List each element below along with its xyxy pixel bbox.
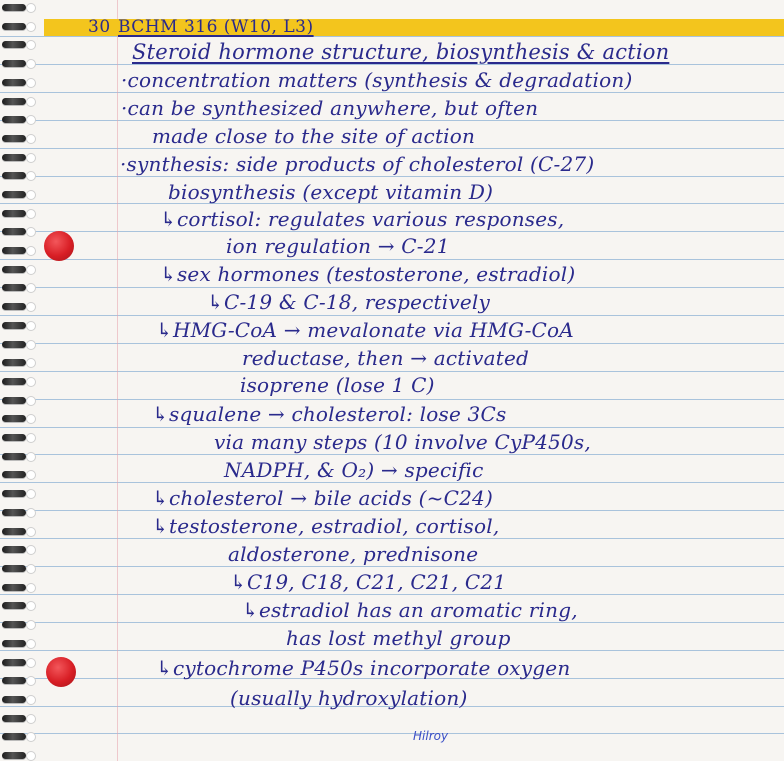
spiral-hole	[26, 489, 36, 499]
spiral-coil	[2, 602, 26, 609]
course-code: BCHM 316 (W10, L3)	[118, 17, 314, 37]
spiral-hole	[26, 190, 36, 200]
spiral-hole	[26, 620, 36, 630]
binder-hole-dot	[44, 231, 74, 261]
spiral-hole	[26, 639, 36, 649]
note-line: ↳estradiol has an aromatic ring,	[242, 598, 578, 622]
spiral-coil	[2, 303, 26, 310]
spiral-coil	[2, 210, 26, 217]
page-title: Steroid hormone structure, biosynthesis & action	[132, 40, 670, 64]
spiral-coil	[2, 60, 26, 67]
note-line: ↳HMG-CoA → mevalonate via HMG-CoA	[156, 318, 574, 342]
spiral-coil	[2, 621, 26, 628]
spiral-coil	[2, 546, 26, 553]
spiral-coil	[2, 341, 26, 348]
spiral-hole	[26, 321, 36, 331]
spiral-hole	[26, 265, 36, 275]
spiral-hole	[26, 601, 36, 611]
spiral-coil	[2, 565, 26, 572]
spiral-coil	[2, 453, 26, 460]
spiral-hole	[26, 545, 36, 555]
spiral-hole	[26, 452, 36, 462]
spiral-coil	[2, 359, 26, 366]
note-line: aldosterone, prednisone	[228, 542, 479, 566]
spiral-coil	[2, 116, 26, 123]
note-line: biosynthesis (except vitamin D)	[168, 180, 494, 204]
spiral-hole	[26, 658, 36, 668]
note-line: ·can be synthesized anywhere, but often	[121, 96, 539, 120]
spiral-coil	[2, 135, 26, 142]
spiral-hole	[26, 134, 36, 144]
note-line: NADPH, & O₂) → specific	[224, 458, 484, 482]
note-line: (usually hydroxylation)	[230, 686, 468, 710]
spiral-coil	[2, 154, 26, 161]
spiral-hole	[26, 283, 36, 293]
spiral-coil	[2, 584, 26, 591]
note-line: ↳testosterone, estradiol, cortisol,	[152, 514, 500, 538]
spiral-coil	[2, 4, 26, 11]
spiral-binding	[0, 0, 36, 761]
spiral-coil	[2, 659, 26, 666]
spiral-hole	[26, 508, 36, 518]
note-line: isoprene (lose 1 C)	[240, 373, 435, 397]
spiral-hole	[26, 564, 36, 574]
spiral-coil	[2, 509, 26, 516]
spiral-coil	[2, 715, 26, 722]
spiral-hole	[26, 246, 36, 256]
spiral-hole	[26, 433, 36, 443]
spiral-coil	[2, 640, 26, 647]
spiral-hole	[26, 171, 36, 181]
note-line: ·synthesis: side products of cholesterol (C-27)	[120, 152, 595, 176]
note-line: ↳C-19 & C-18, respectively	[207, 290, 490, 314]
spiral-coil	[2, 528, 26, 535]
spiral-hole	[26, 209, 36, 219]
spiral-hole	[26, 22, 36, 32]
spiral-coil	[2, 415, 26, 422]
spiral-hole	[26, 153, 36, 163]
spiral-hole	[26, 695, 36, 705]
note-line: has lost methyl group	[286, 626, 511, 650]
note-line: via many steps (10 involve CyP450s,	[214, 430, 591, 454]
spiral-hole	[26, 340, 36, 350]
spiral-hole	[26, 676, 36, 686]
spiral-hole	[26, 3, 36, 13]
spiral-coil	[2, 284, 26, 291]
spiral-coil	[2, 247, 26, 254]
note-line: ↳cytochrome P450s incorporate oxygen	[156, 656, 571, 680]
spiral-coil	[2, 752, 26, 759]
spiral-hole	[26, 115, 36, 125]
spiral-hole	[26, 527, 36, 537]
spiral-hole	[26, 732, 36, 742]
spiral-hole	[26, 396, 36, 406]
spiral-coil	[2, 434, 26, 441]
spiral-coil	[2, 490, 26, 497]
spiral-coil	[2, 378, 26, 385]
spiral-hole	[26, 97, 36, 107]
note-line: ↳cholesterol → bile acids (~C24)	[152, 486, 493, 510]
spiral-coil	[2, 397, 26, 404]
note-line: made close to the site of action	[152, 124, 476, 148]
spiral-hole	[26, 470, 36, 480]
spiral-hole	[26, 358, 36, 368]
note-line: ↳cortisol: regulates various responses,	[160, 207, 565, 231]
spiral-hole	[26, 227, 36, 237]
spiral-hole	[26, 40, 36, 50]
spiral-hole	[26, 302, 36, 312]
spiral-coil	[2, 696, 26, 703]
spiral-coil	[2, 23, 26, 30]
spiral-hole	[26, 751, 36, 761]
note-line: ion regulation → C-21	[226, 234, 450, 258]
note-line: ↳C19, C18, C21, C21, C21	[230, 570, 507, 594]
spiral-coil	[2, 172, 26, 179]
spiral-hole	[26, 583, 36, 593]
brand-mark: Hilroy	[413, 729, 449, 743]
spiral-coil	[2, 471, 26, 478]
spiral-hole	[26, 78, 36, 88]
spiral-hole	[26, 714, 36, 724]
spiral-coil	[2, 98, 26, 105]
spiral-coil	[2, 41, 26, 48]
spiral-coil	[2, 266, 26, 273]
spiral-coil	[2, 677, 26, 684]
spiral-hole	[26, 414, 36, 424]
spiral-coil	[2, 322, 26, 329]
note-line: reductase, then → activated	[242, 346, 530, 370]
note-line: ↳squalene → cholesterol: lose 3Cs	[152, 402, 507, 426]
spiral-coil	[2, 733, 26, 740]
spiral-coil	[2, 191, 26, 198]
spiral-hole	[26, 377, 36, 387]
spiral-coil	[2, 228, 26, 235]
page-number: 30	[88, 17, 111, 37]
binder-hole-dot	[46, 657, 76, 687]
spiral-hole	[26, 59, 36, 69]
note-line: ·concentration matters (synthesis & degradation)	[121, 68, 633, 92]
margin-line	[117, 0, 118, 761]
spiral-coil	[2, 79, 26, 86]
note-line: ↳sex hormones (testosterone, estradiol)	[160, 262, 576, 286]
